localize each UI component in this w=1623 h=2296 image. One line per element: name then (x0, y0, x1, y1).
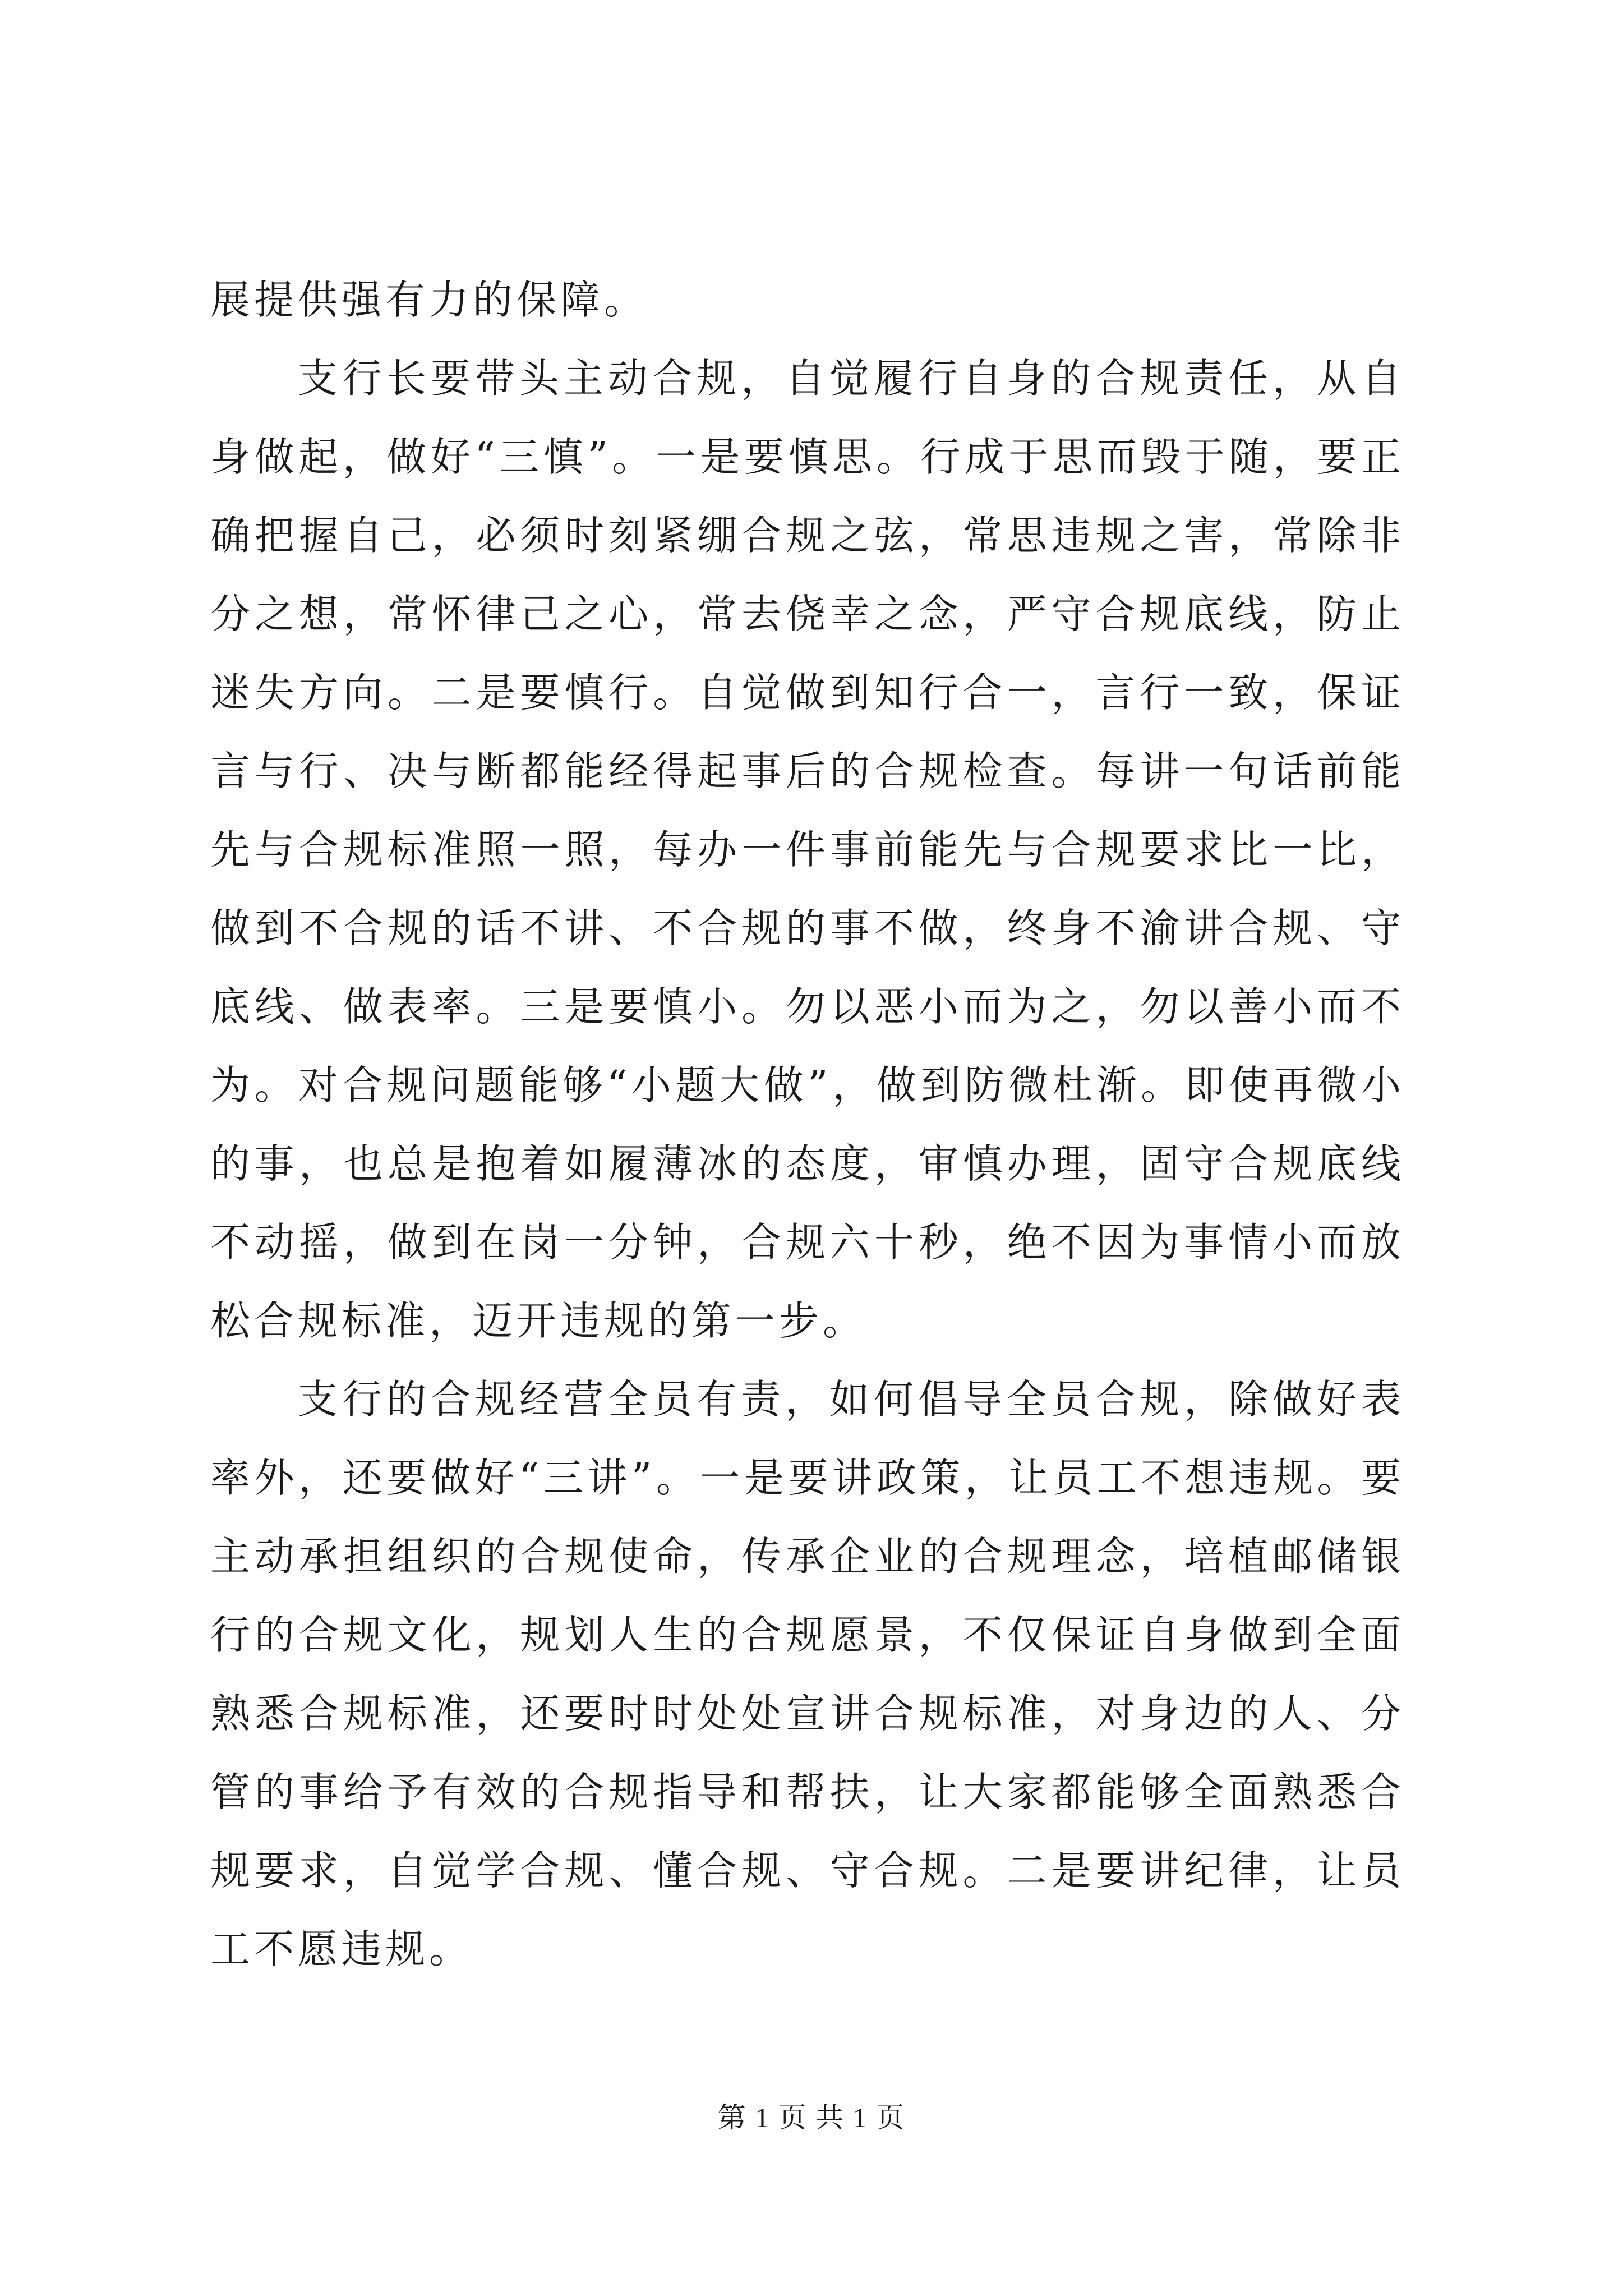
page-footer (0, 2101, 1623, 2134)
page-number-label: 第 1 页 共 1 页 (717, 2102, 906, 2133)
paragraph-1: 展提供强有力的保障。 (210, 277, 648, 323)
document-body (210, 261, 1405, 1989)
paragraph-2: 支行长要带头主动合规，自觉履行自身的合规责任，从自身做起，做好“三慎”。一是要慎思。行成于思而毁于随，要正确把握自己，必须时刻紧绷合规之弦，常思违规之害，常除非分之想，常怀律己之心，常去侥幸之念，严守合规底线，防止迷失方向。二是要慎行。自觉做到知行合一，言行一致，保证言与行、决与断都能经得起事后的合规检查。每讲一句话前能先与合规标准照一照，每办一件事前能先与合规要求比一比，做到不合规的话不讲、不合规的事不做，终身不渝讲合规、守底线、做表率。三是要慎小。勿以恶小而为之，勿以善小而不为。对合规问题能够“小题大做”，做到防微杜渐。即使再微小的事，也总是抱着如履薄冰的态度，审慎办理，固守合规底线不动摇，做到在岗一分钟，合规六十秒，绝不因为事情小而放松合规标准，迈开违规的第一步。 (210, 355, 1405, 1344)
paragraph-3: 支行的合规经营全员有责，如何倡导全员合规，除做好表率外，还要做好“三讲”。一是要讲政策，让员工不想违规。要主动承担组织的合规使命，传承企业的合规理念，培植邮储银行的合规文化，规划人生的合规愿景，不仅保证自身做到全面熟悉合规标准，还要时时处处宣讲合规标准，对身边的人、分管的事给予有效的合规指导和帮扶，让大家都能够全面熟悉合规要求，自觉学合规、懂合规、守合规。二是要讲纪律，让员工不愿违规。 (210, 1376, 1405, 1972)
